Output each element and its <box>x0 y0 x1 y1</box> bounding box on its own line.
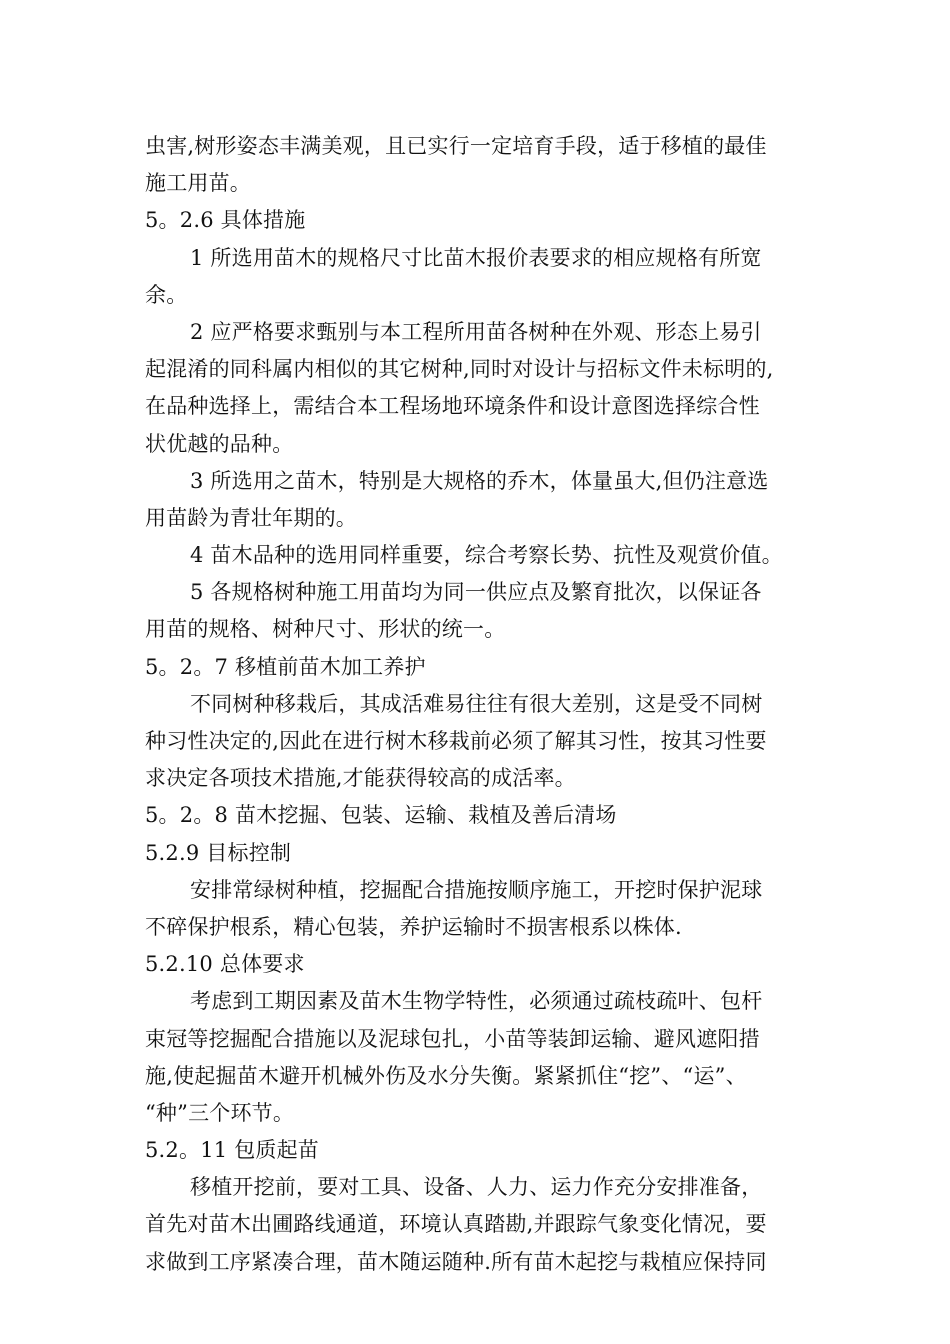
text-line: 用苗龄为青壮年期的。 <box>145 505 357 530</box>
text-line: 在品种选择上，需结合本工程场地环境条件和设计意图选择综合性 <box>145 394 760 419</box>
text-line: 5。2。7 移植前苗木加工养护 <box>145 654 426 679</box>
text-line: 5.2.9 目标控制 <box>145 840 292 865</box>
text-line: 5。2。8 苗木挖掘、包装、运输、栽植及善后清场 <box>145 803 617 828</box>
text-line: 5.2。11 包质起苗 <box>145 1138 319 1163</box>
text-line: 2 应严格要求甄别与本工程所用苗各树种在外观、形态上易引 <box>190 319 762 344</box>
text-line: 安排常绿树种植，挖掘配合措施按顺序施工，开挖时保护泥球 <box>190 877 763 902</box>
text-line: 考虑到工期因素及苗木生物学特性，必须通过疏枝疏叶、包杆 <box>190 989 763 1014</box>
text-line: 施工用苗。 <box>145 171 251 196</box>
text-line: 首先对苗木出圃路线通道，环境认真踏勘,并跟踪气象变化情况，要 <box>145 1212 767 1237</box>
text-line: 求做到工序紧凑合理，苗木随运随种.所有苗木起挖与栽植应保持同 <box>145 1249 767 1274</box>
text-line: 5.2.10 总体要求 <box>145 952 305 977</box>
text-line: “种”三个环节。 <box>145 1100 295 1125</box>
text-line: 状优越的品种。 <box>145 431 294 456</box>
text-line: 1 所选用苗木的规格尺寸比苗木报价表要求的相应规格有所宽 <box>190 245 762 270</box>
text-line: 5 各规格树种施工用苗均为同一供应点及繁育批次，以保证各 <box>190 580 762 605</box>
text-line: 3 所选用之苗木，特别是大规格的乔木，体量虽大,但仍注意选 <box>190 468 769 493</box>
text-line: 余。 <box>145 282 188 307</box>
text-line: 种习性决定的,因此在进行树木移栽前必须了解其习性，按其习性要 <box>145 729 767 753</box>
document-body <box>145 128 825 1281</box>
text-line: 5。2.6 具体措施 <box>145 208 306 233</box>
text-line: 起混淆的同科属内相似的其它树种,同时对设计与招标文件未标明的, <box>145 357 774 382</box>
text-line: 移植开挖前，要对工具、设备、人力、运力作充分安排准备， <box>190 1175 763 1200</box>
text-line: 施,使起掘苗木避开机械外伤及水分失衡。紧紧抓住“挖”、“运”、 <box>145 1063 747 1088</box>
text-line: 虫害,树形姿态丰满美观，且已实行一定培育手段，适于移植的最佳 <box>145 134 767 158</box>
text-line: 用苗的规格、树种尺寸、形状的统一。 <box>145 617 506 642</box>
text-line: 束冠等挖掘配合措施以及泥球包扎，小苗等装卸运输、避风遮阳措 <box>145 1026 760 1051</box>
text-line: 4 苗木品种的选用同样重要，综合考察长势、抗性及观赏价值。 <box>190 543 783 568</box>
text-line: 不同树种移栽后，其成活难易往往有很大差别，这是受不同树 <box>190 691 763 716</box>
text-line: 不碎保护根系，精心包装，养护运输时不损害根系以株体. <box>145 914 682 939</box>
text-line: 求决定各项技术措施,才能获得较高的成活率。 <box>145 766 576 791</box>
